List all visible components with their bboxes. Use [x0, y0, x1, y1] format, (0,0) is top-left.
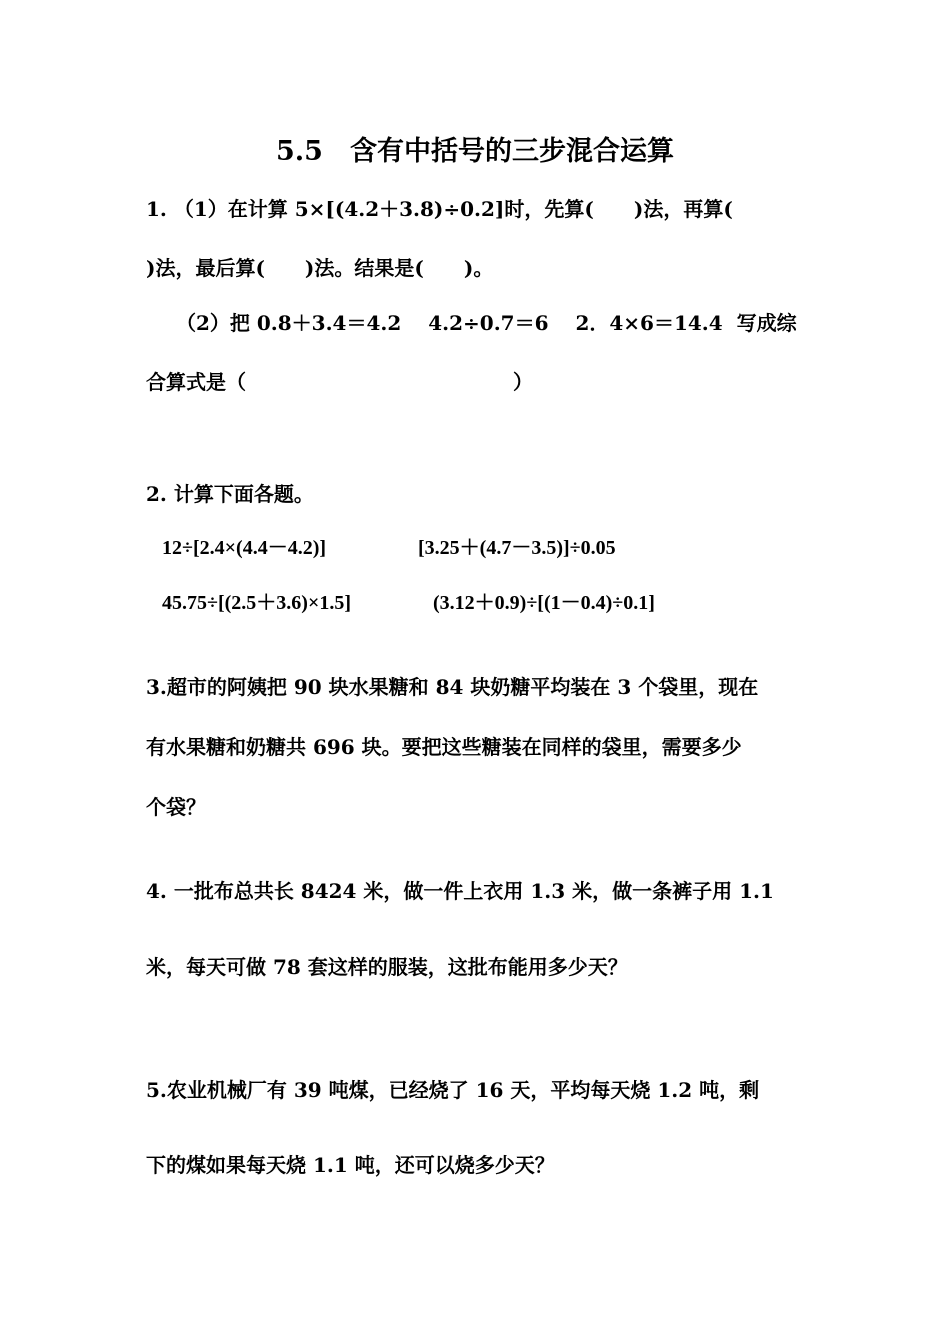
q2-expression-1: 12÷[2.4×(4.4－4.2)] [162, 537, 327, 559]
q3-line-3: 个袋？ [146, 795, 206, 819]
page-title: 5.5 含有中括号的三步混合运算 [276, 136, 674, 167]
q1-line-1: 1. （1）在计算 5×[(4.2＋3.8)÷0.2]时，先算( )法，再算( [146, 197, 733, 221]
q1-line-3: （2）把 0.8＋3.4＝4.2 4.2÷0.7＝6 2．4×6＝14.4 写成综 [176, 311, 797, 335]
q2-expression-2: [3.25＋(4.7－3.5)]÷0.05 [418, 537, 616, 559]
q2-expression-3: 45.75÷[(2.5＋3.6)×1.5] [162, 592, 352, 614]
q3-line-1: 3.超市的阿姨把 90 块水果糖和 84 块奶糖平均装在 3 个袋里，现在 [146, 675, 759, 699]
q1-line-4: 合算式是（ ） [146, 370, 533, 394]
q4-line-2: 米，每天可做 78 套这样的服装，这批布能用多少天？ [146, 955, 628, 979]
q4-line-1: 4. 一批布总共长 8424 米，做一件上衣用 1.3 米，做一条裤子用 1.1 [146, 879, 774, 903]
q3-line-2: 有水果糖和奶糖共 696 块。要把这些糖装在同样的袋里，需要多少 [146, 735, 742, 759]
q5-line-2: 下的煤如果每天烧 1.1 吨，还可以烧多少天？ [146, 1153, 555, 1177]
q1-line-2: )法，最后算( )法。结果是( )。 [146, 256, 494, 280]
q2-heading: 2. 计算下面各题。 [146, 482, 314, 506]
q2-expression-4: (3.12＋0.9)÷[(1－0.4)÷0.1] [433, 592, 655, 614]
q5-line-1: 5.农业机械厂有 39 吨煤，已经烧了 16 天，平均每天烧 1.2 吨，剩 [146, 1078, 760, 1102]
